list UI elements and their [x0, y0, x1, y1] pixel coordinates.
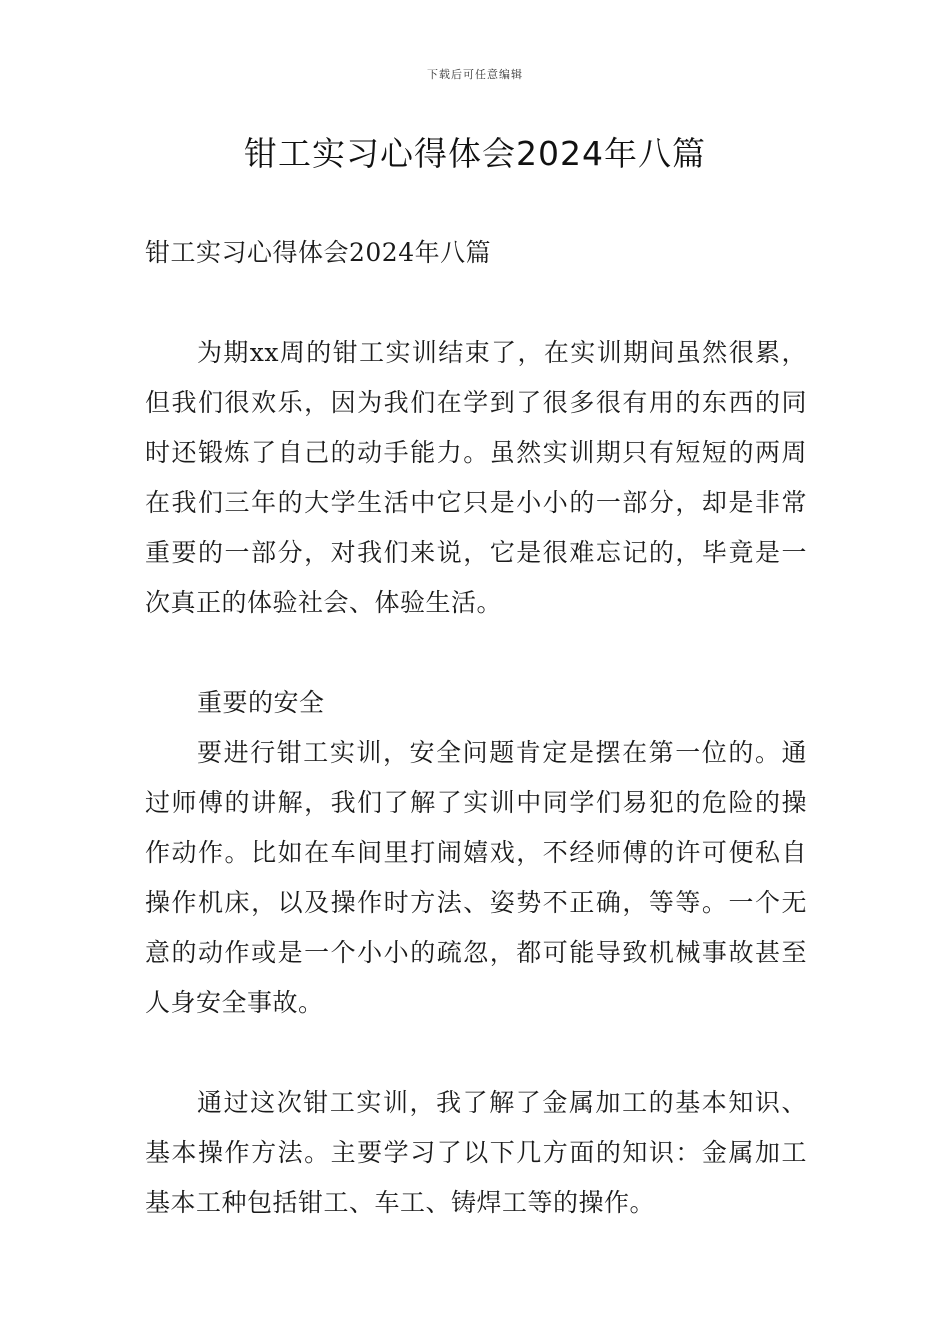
paragraph-safety: 要进行钳工实训，安全问题肯定是摆在第一位的。通过师傅的讲解，我们了解了实训中同学们易犯的危险的操作动作。比如在车间里打闹嬉戏，不经师傅的许可便私自操作机床，以及操作时方法、姿势不正确，等等。一个无意的动作或是一个小小的疏忽，都可能导致机械事故甚至人身安全事故。 — [145, 738, 807, 1017]
document-title: 钳工实习心得体会2024年八篇 — [244, 134, 706, 173]
spacer — [145, 628, 807, 678]
section-heading-safety: 重要的安全 — [197, 688, 325, 717]
document-subtitle: 钳工实习心得体会2024年八篇 — [145, 238, 492, 267]
spacer — [145, 278, 807, 328]
paragraph-intro: 为期xx周的钳工实训结束了，在实训期间虽然很累，但我们很欢乐，因为我们在学到了很多很有用的东西的同时还锻炼了自己的动手能力。虽然实训期只有短短的两周在我们三年的大学生活中它只是小小的一部分，却是非常重要的一部分，对我们来说，它是很难忘记的，毕竟是一次真正的体验社会、体验生活。 — [145, 338, 807, 617]
paragraph-knowledge: 通过这次钳工实训，我了解了金属加工的基本知识、基本操作方法。主要学习了以下几方面的知识：金属加工基本工种包括钳工、车工、铸焊工等的操作。 — [145, 1088, 807, 1217]
header-note: 下载后可任意编辑 — [427, 68, 523, 81]
spacer — [145, 1028, 807, 1078]
document-body — [145, 228, 807, 1228]
